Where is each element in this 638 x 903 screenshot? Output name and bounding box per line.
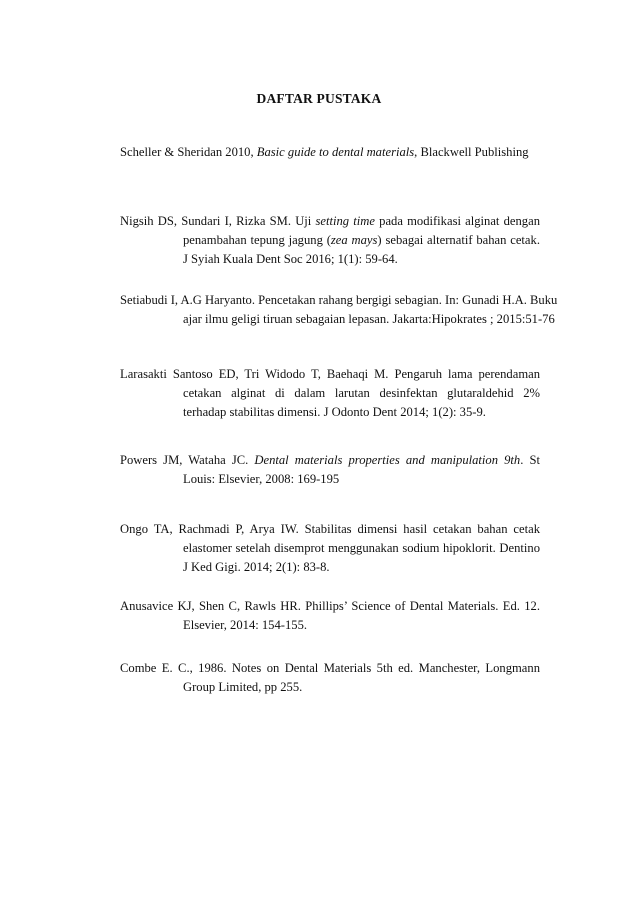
reference-text: , Blackwell Publishing [414,145,529,159]
reference-text: penambahan tepung jagung ( [183,233,331,247]
reference-text: Scheller & Sheridan 2010, [120,145,257,159]
reference-entry [120,451,540,489]
reference-text: cetakan alginat di dalam larutan desinfektan glutaraldehid 2% [183,386,540,400]
reference-text: Combe E. C., 1986. Notes on Dental Materials 5th ed. Manchester, Longmann [120,661,540,675]
reference-line [120,558,540,577]
reference-entry [120,212,540,269]
reference-italic-title: Dental materials properties and manipulation 9th [254,453,521,467]
reference-text: ) sebagai alternatif bahan cetak. [377,233,540,247]
reference-text: Louis: Elsevier, 2008: 169-195 [183,472,340,486]
reference-text: Anusavice KJ, Shen C, Rawls HR. Phillips’ Science of Dental Materials. Ed. 12. [120,599,540,613]
reference-entry [120,291,558,329]
reference-italic-title: Basic guide to dental materials [256,145,415,159]
reference-line [120,143,540,162]
reference-text: . St [520,453,540,467]
reference-line [120,597,540,616]
reference-line [120,659,540,678]
reference-line [120,231,540,250]
reference-line [120,539,540,558]
reference-text: Elsevier, 2014: 154-155. [183,618,308,632]
reference-line [120,403,540,422]
reference-line [120,310,555,329]
reference-line [120,451,540,470]
reference-entry [120,659,540,697]
reference-line [120,212,540,231]
reference-entry [120,143,540,162]
reference-line [120,384,540,403]
reference-line [120,291,558,310]
reference-text: Ongo TA, Rachmadi P, Arya IW. Stabilitas dimensi hasil cetakan bahan cetak [120,522,540,536]
reference-text: Setiabudi I, A.G Haryanto. Pencetakan rahang bergigi sebagian. In: Gunadi H.A. Buku [120,293,558,307]
reference-italic-title: zea mays [330,233,378,247]
reference-text: Nigsih DS, Sundari I, Rizka SM. Uji [120,214,316,228]
reference-text: J Ked Gigi. 2014; 2(1): 83-8. [183,560,330,574]
reference-line [120,250,540,269]
page-title: DAFTAR PUSTAKA [256,91,382,106]
reference-line [120,470,540,489]
reference-text: elastomer setelah disemprot menggunakan sodium hipoklorit. Dentino [183,541,540,555]
reference-text: pada modifikasi alginat dengan [374,214,540,228]
reference-text: Group Limited, pp 255. [183,680,303,694]
reference-text: Larasakti Santoso ED, Tri Widodo T, Baehaqi M. Pengaruh lama perendaman [120,367,540,381]
reference-line [120,616,540,635]
reference-entry [120,597,540,635]
reference-entry [120,365,540,422]
reference-line [120,365,540,384]
reference-line [120,520,540,539]
reference-entry [120,520,540,577]
reference-line [120,678,540,697]
reference-italic-title: setting time [315,214,375,228]
reference-text: Powers JM, Wataha JC. [120,453,255,467]
reference-text: ajar ilmu geligi tiruan sebagaian lepasan. Jakarta:Hipokrates ; 2015:51-76 [183,312,555,326]
reference-text: terhadap stabilitas dimensi. J Odonto Dent 2014; 1(2): 35-9. [183,405,486,419]
reference-text: J Syiah Kuala Dent Soc 2016; 1(1): 59-64. [183,252,398,266]
